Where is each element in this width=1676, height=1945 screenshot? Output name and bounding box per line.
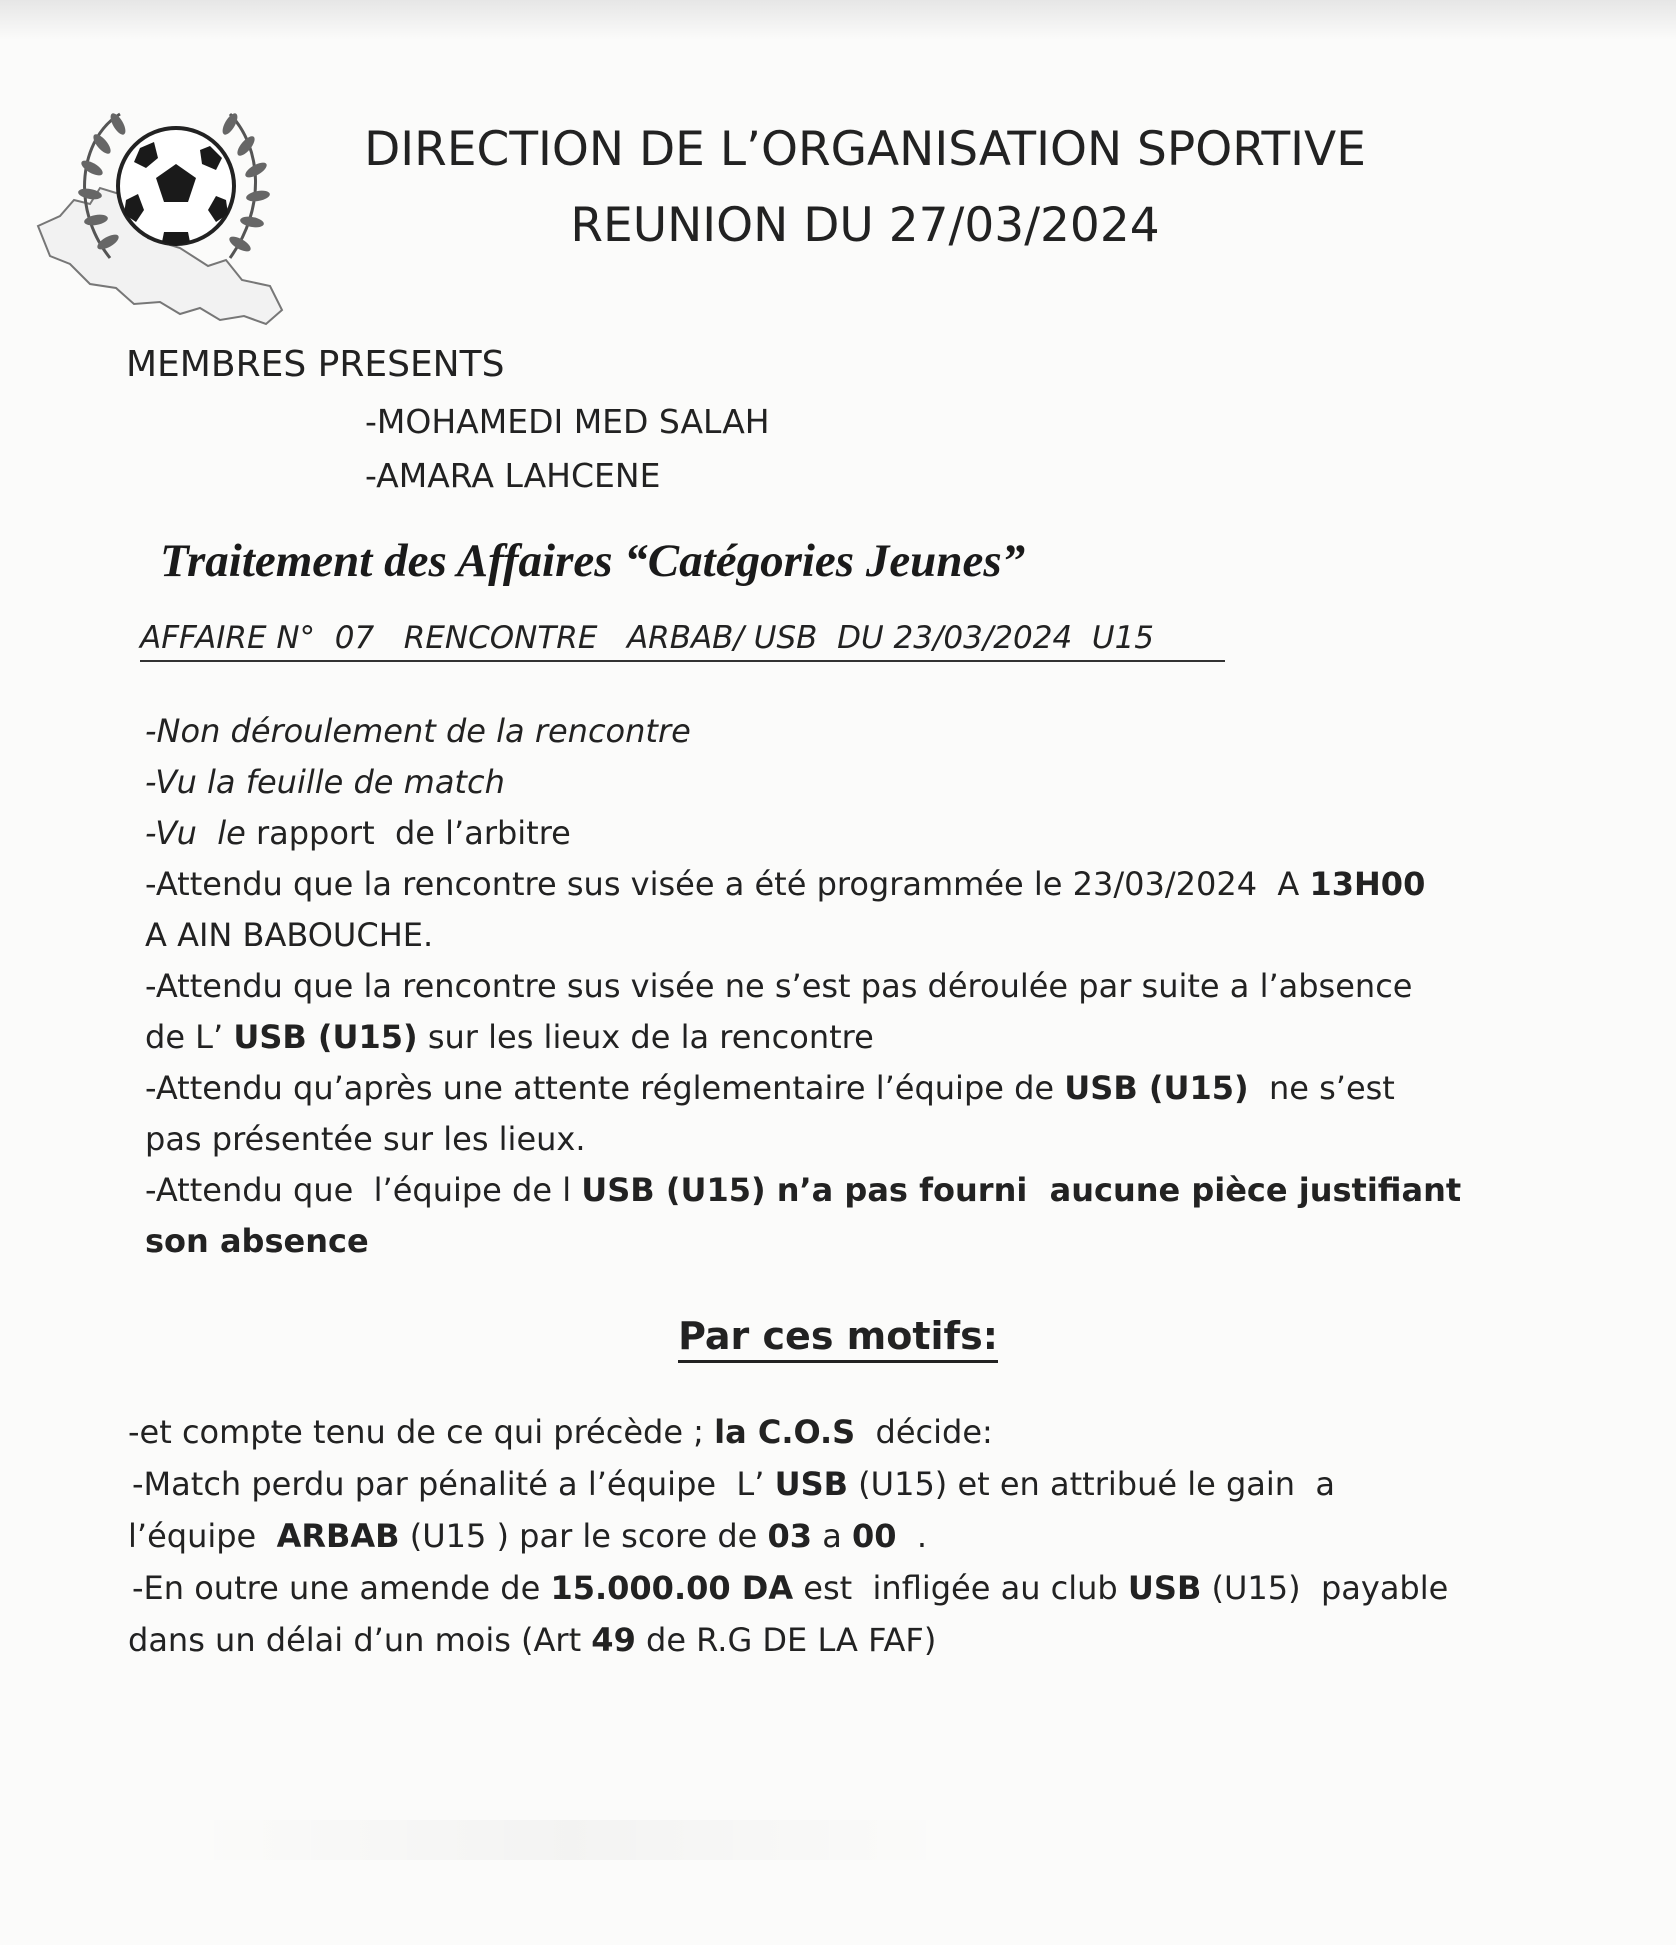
consideration-line <box>145 1165 1465 1216</box>
decision-line <box>128 1510 1528 1562</box>
text-span: de L’ <box>145 1018 234 1056</box>
match-time: 13H00 <box>1309 865 1426 903</box>
consideration-line <box>145 859 1465 910</box>
text-span: -Match perdu par pénalité a l’équipe L’ <box>132 1465 775 1503</box>
text-span: (U15) payable <box>1201 1569 1449 1607</box>
text-span: ne s’est <box>1248 1069 1395 1107</box>
text-span: a <box>812 1517 852 1555</box>
score-value: 00 <box>851 1517 897 1555</box>
team-name: USB (U15) <box>1064 1069 1249 1107</box>
score-value: 03 <box>767 1517 813 1555</box>
decision-line <box>132 1562 1528 1614</box>
text-span: -En outre une amende de <box>132 1569 551 1607</box>
article-number: 49 <box>591 1621 636 1659</box>
consideration-line <box>145 808 1465 859</box>
decision-line <box>132 1458 1528 1510</box>
text-span: rapport de l’arbitre <box>245 814 571 852</box>
text-span: (U15 ) par le score de <box>399 1517 768 1555</box>
team-name: ARBAB <box>276 1517 400 1555</box>
consideration-line: pas présentée sur les lieux. <box>145 1120 586 1158</box>
decision-line <box>128 1614 1528 1666</box>
decision-block <box>128 1406 1528 1666</box>
member-name: -AMARA LAHCENE <box>365 456 661 495</box>
motifs-heading <box>0 1314 1676 1358</box>
team-name: USB (U15) <box>233 1018 418 1056</box>
header-title: DIRECTION DE L’ORGANISATION SPORTIVE <box>364 122 1366 177</box>
text-span: -Vu le <box>145 814 246 852</box>
text-span: sur les lieux de la rencontre <box>417 1018 874 1056</box>
text-span: (U15) et en attribué le gain a <box>848 1465 1335 1503</box>
text-span: -Attendu que l’équipe de l <box>145 1171 582 1209</box>
member-name: -MOHAMEDI MED SALAH <box>365 402 770 441</box>
text-span: de R.G DE LA FAF) <box>635 1621 937 1659</box>
decision-line <box>128 1406 1528 1458</box>
text-span: -Attendu que la rencontre sus visée a été programmée le 23/03/2024 A <box>145 865 1310 903</box>
team-name: USB <box>774 1465 848 1503</box>
text-span: USB (U15) n’a pas fourni aucune pièce justifiant <box>581 1171 1462 1209</box>
meeting-date: REUNION DU 27/03/2024 <box>570 198 1160 253</box>
document-header <box>300 112 1430 264</box>
motifs-text: Par ces motifs: <box>678 1314 998 1363</box>
faint-scan-mark <box>190 1820 950 1860</box>
text-span: -Attendu qu’après une attente réglementaire l’équipe de <box>145 1069 1065 1107</box>
text-span: l’équipe <box>128 1517 277 1555</box>
case-title: AFFAIRE N° 07 RENCONTRE ARBAB/ USB DU 23/03/2024 U15 <box>140 620 1225 662</box>
consideration-line <box>145 1012 1465 1063</box>
text-span: -et compte tenu de ce qui précède ; <box>128 1413 715 1451</box>
members-heading: MEMBRES PRESENTS <box>126 344 505 385</box>
consideration-line: -Vu la feuille de match <box>145 763 505 801</box>
text-span: décide: <box>855 1413 993 1451</box>
football-laurel-logo-icon <box>30 88 290 328</box>
consideration-line: -Non déroulement de la rencontre <box>145 712 691 750</box>
team-name: USB <box>1127 1569 1202 1607</box>
text-span: est infligée au club <box>793 1569 1128 1607</box>
committee-name: la C.O.S <box>714 1413 856 1451</box>
consideration-line <box>145 1063 1465 1114</box>
consideration-line: son absence <box>145 1222 369 1260</box>
section-title: Traitement des Affaires “Catégories Jeunes” <box>160 535 1026 587</box>
consideration-line: -Attendu que la rencontre sus visée ne s’est pas déroulée par suite a l’absence <box>145 967 1413 1005</box>
fine-amount: 15.000.00 DA <box>550 1569 794 1607</box>
text-span: dans un délai d’un mois (Art <box>128 1621 592 1659</box>
case-considerations <box>145 706 1465 1267</box>
scan-shadow <box>0 0 1676 40</box>
text-span: . <box>896 1517 928 1555</box>
consideration-line: A AIN BABOUCHE. <box>145 916 434 954</box>
